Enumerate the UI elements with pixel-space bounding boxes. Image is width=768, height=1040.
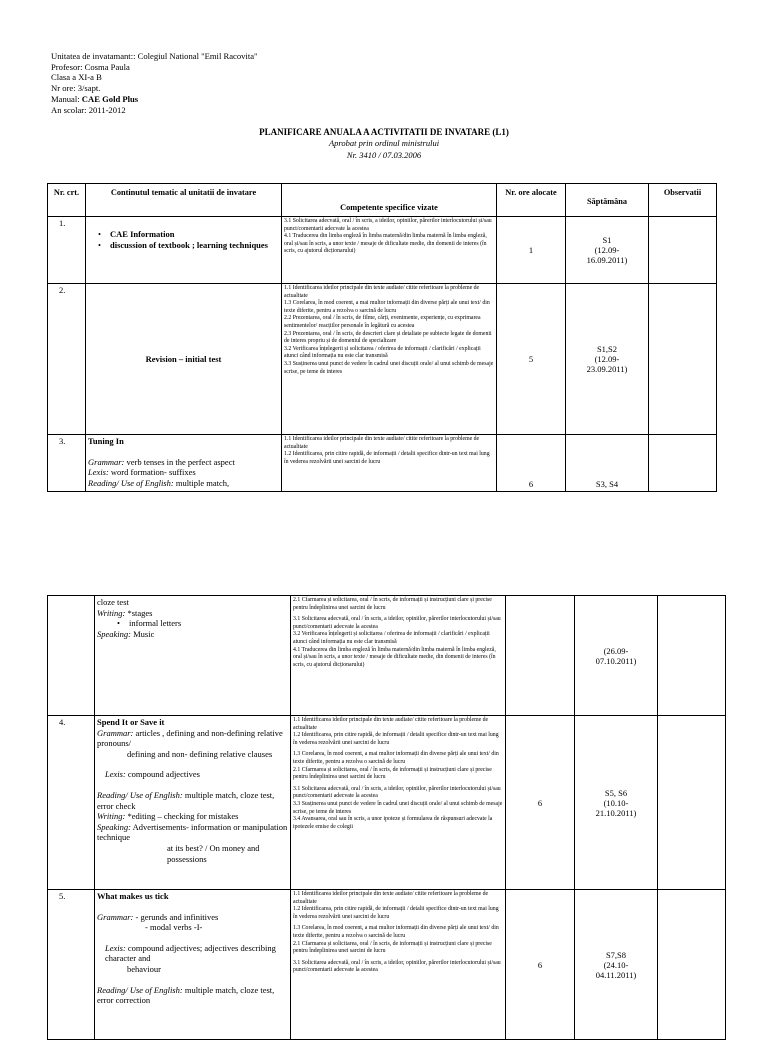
row-week: S1 (12.09- 16.09.2011) (566, 217, 649, 284)
header-hours: Nr. ore alocate (497, 184, 566, 217)
row-number: 3. (48, 435, 86, 492)
document-header (51, 51, 258, 115)
row-notes (658, 596, 726, 716)
document-title: PLANIFICARE ANUALA A ACTIVITATII DE INVATARE (L1) (259, 127, 509, 137)
row-week: (26.09- 07.10.2011) (575, 596, 658, 716)
table-header-row (48, 184, 717, 217)
header-nr: Nr. crt. (48, 184, 86, 217)
row-hours: 6 (506, 890, 575, 1040)
header-notes: Observatii (649, 184, 717, 217)
row-week: S5, S6 (10.10- 21.10.2011) (575, 716, 658, 890)
row-number (48, 596, 95, 716)
header-content: Continutul tematic al unitatii de invatare (86, 184, 282, 217)
header-competences: Competente specifice vizate (282, 184, 497, 217)
row-content: cloze test Writing: *stages • informal letters Speaking: Music (95, 596, 291, 716)
list-item: • informal letters (117, 618, 182, 629)
header-week: Săptămâna (566, 184, 649, 217)
row-notes (649, 217, 717, 284)
table-row (48, 890, 726, 1040)
row-competences: 1.1 Identificarea ideilor principale din texte audiate/ citite referitoare la probleme de actualitate 1.3 Corelarea, în mod coerent, a mai multor informații din diverse părți ale unui text/ din texte diferite, pentru a rezolva o sarcină de lucru 2.2 Prezentarea, oral / în scris, de filme, cărți, evenimente, experiențe, cu exprimarea sentimentelor/ reacțiilor personale în legătură cu acestea 2.3 Prezentarea, oral / în scris, de descrieri clare și detaliate pe subiecte legate de domenii de interes propriu și de domeniul de specializare 3.2 Verificarea înțelegerii și solicitarea / oferirea de informații / clarificări / explicații atunci când informația nu este clar transmisă 3.3 Susținerea unui punct de vedere în cadrul unei discuții orale/ al unui schimb de mesaje scrise, pe teme de interes (282, 284, 497, 435)
table-row (48, 217, 717, 284)
row-competences: 1.1 Identificarea ideilor principale din texte audiate/ citite referitoare la probleme de actualitate 1.2 Identificarea, prin citire rapidă, de informații / detalii specifice dintr-un text mai lung în vederea rezolvării unei sarcini de lucru 1.3 Corelarea, în mod coerent, a mai multor informații din diverse părți ale unui text/ din texte diferite, pentru a rezolva o sarcină de lucru 2.1 Cfarmarea și solicitarea, oral / în scris, de informații și instrucțiuni clare și precise pentru îndeplinirea unei sarcini de lucru 3.1 Solicitarea adecvată, oral / în scris, a ideilor, opiniilor, părerilor interlocutorului și/sau punct/comentarii adecvate la acestea 3.3 Susținerea unui punct de vedere în cadrul unei discuții orale/ al unui schimb de mesaje scrise, pe teme de interes 3.4 Avansarea, oral sau în scris, a unor ipoteze și formularea de răspunsuri adecvate la ipotezele emise de colegii (291, 716, 506, 890)
row-number: 5. (48, 890, 95, 1040)
row-competences: 3.1 Solicitarea adecvată, oral / în scris, a ideilor, opiniilor, părerilor interlocutorului și/sau punct/comentarii adecvate la acestea 4.1 Traducerea din limba engleză în limba maternă/din limba maternă în limba engleză, oral și/sau în scris, a unor texte / mesaje de dificultate medie, din domenii de interes (în scris, cu ajutorul dicționarului) (282, 217, 497, 284)
table-row (48, 284, 717, 435)
planning-table-page1 (47, 183, 717, 492)
list-item: • discussion of textbook ; learning techniques (98, 239, 268, 250)
row-number: 4. (48, 716, 95, 890)
row-content: What makes us tick Grammar: - gerunds and infinitives - modal verbs -I- Lexis: compound adjectives; adjectives describing character and behaviour Reading/ Use of English: multiple match, cloze test, error correction (95, 890, 291, 1040)
row-number: 1. (48, 217, 86, 284)
table-row (48, 435, 717, 492)
school-line: Unitatea de invatamant:: Colegiul National "Emil Racovita" (51, 51, 258, 61)
row-competences: 2.1 Cfarmarea și solicitarea, oral / în scris, de informații și instrucțiuni clare și precise pentru îndeplinirea unei sarcini de lucru 3.1 Solicitarea adecvată, oral / în scris, a ideilor, opiniilor, părerilor interlocutorului și/sau punct/comentarii adecvate la acestea 3.2 Verificarea înțelegerii și solicitarea / oferirea de informații / clarificări / explicații atunci când informația nu este clar transmisă 4.1 Traducerea din limba engleză în limba maternă/din limba maternă în limba engleză, oral și/sau în scris, a unor texte / mesaje de dificultate medie, din domenii de interes (în scris, cu ajutorul dicționarului) (291, 596, 506, 716)
row-week: S3, S4 (566, 435, 649, 492)
row-competences: 1.1 Identificarea ideilor principale din texte audiate/ citite referitoare la probleme de actualitate 1.2 Identificarea, prin citire rapidă, de informații / detalii specifice dintr-un text mai lung în vederea rezolvării unei sarcini de lucru 1.3 Corelarea, în mod coerent, a mai multor informații din diverse părți ale unui text/ din texte diferite, pentru a rezolva o sarcină de lucru 2.1 Cfarmarea și solicitarea, oral / în scris, de informații și instrucțiuni clare și precise pentru îndeplinirea unei sarcini de lucru 3.1 Solicitarea adecvată, oral / în scris, a ideilor, opiniilor, părerilor interlocutorului și/sau punct/comentarii adecvate la acestea (291, 890, 506, 1040)
row-content: Revision – initial test (86, 284, 282, 435)
row-hours: 6 (497, 435, 566, 492)
row-hours (506, 596, 575, 716)
row-number: 2. (48, 284, 86, 435)
row-content: Tuning In Grammar: verb tenses in the perfect aspect Lexis: word formation- suffixes Reading/ Use of English: multiple match, (86, 435, 282, 492)
planning-table-page2 (47, 595, 726, 1040)
order-number: Nr. 3410 / 07.03.2006 (346, 150, 422, 160)
list-item: • CAE Information (98, 229, 175, 239)
row-week: S1,S2 (12.09- 23.09.2011) (566, 284, 649, 435)
row-notes (658, 716, 726, 890)
row-content (86, 217, 282, 284)
year-line: An scolar: 2011-2012 (51, 104, 126, 115)
row-week: S7,S8 (24.10- 04.11.2011) (575, 890, 658, 1040)
table-row (48, 596, 726, 716)
row-hours: 5 (497, 284, 566, 435)
manual-name: CAE Gold Plus (81, 93, 139, 104)
row-notes (658, 890, 726, 1040)
teacher-line: Profesor: Cosma Paula (51, 61, 130, 72)
row-notes (649, 284, 717, 435)
row-hours: 1 (497, 217, 566, 284)
manual-line: Manual: CAE Gold Plus (51, 93, 139, 104)
row-hours: 6 (506, 716, 575, 890)
row-notes (649, 435, 717, 492)
approval-line: Aprobat prin ordinul ministrului (328, 138, 440, 148)
row-content: Spend It or Save it Grammar: articles , defining and non-defining relative pronouns/ defining and non- defining relative clauses Lexis: compound adjectives Reading/ Use of English: multiple match, cloze test, error check Writing: *editing – checking for mistakes Speaking: Advertisements- information or manipulation technique at its best? / On money and possessions (95, 716, 291, 890)
table-row (48, 716, 726, 890)
class-line: Clasa a XI-a B (51, 72, 102, 83)
row-competences: 1.1 Identificarea ideilor principale din texte audiate/ citite referitoare la probleme de actualitate 1.2 Identificarea, prin citire rapidă, de informații / detalii specifice dintr-un text mai lung în vederea rezolvării unei sarcini de lucru (282, 435, 497, 492)
hours-line: Nr ore: 3/sapt. (51, 83, 101, 94)
